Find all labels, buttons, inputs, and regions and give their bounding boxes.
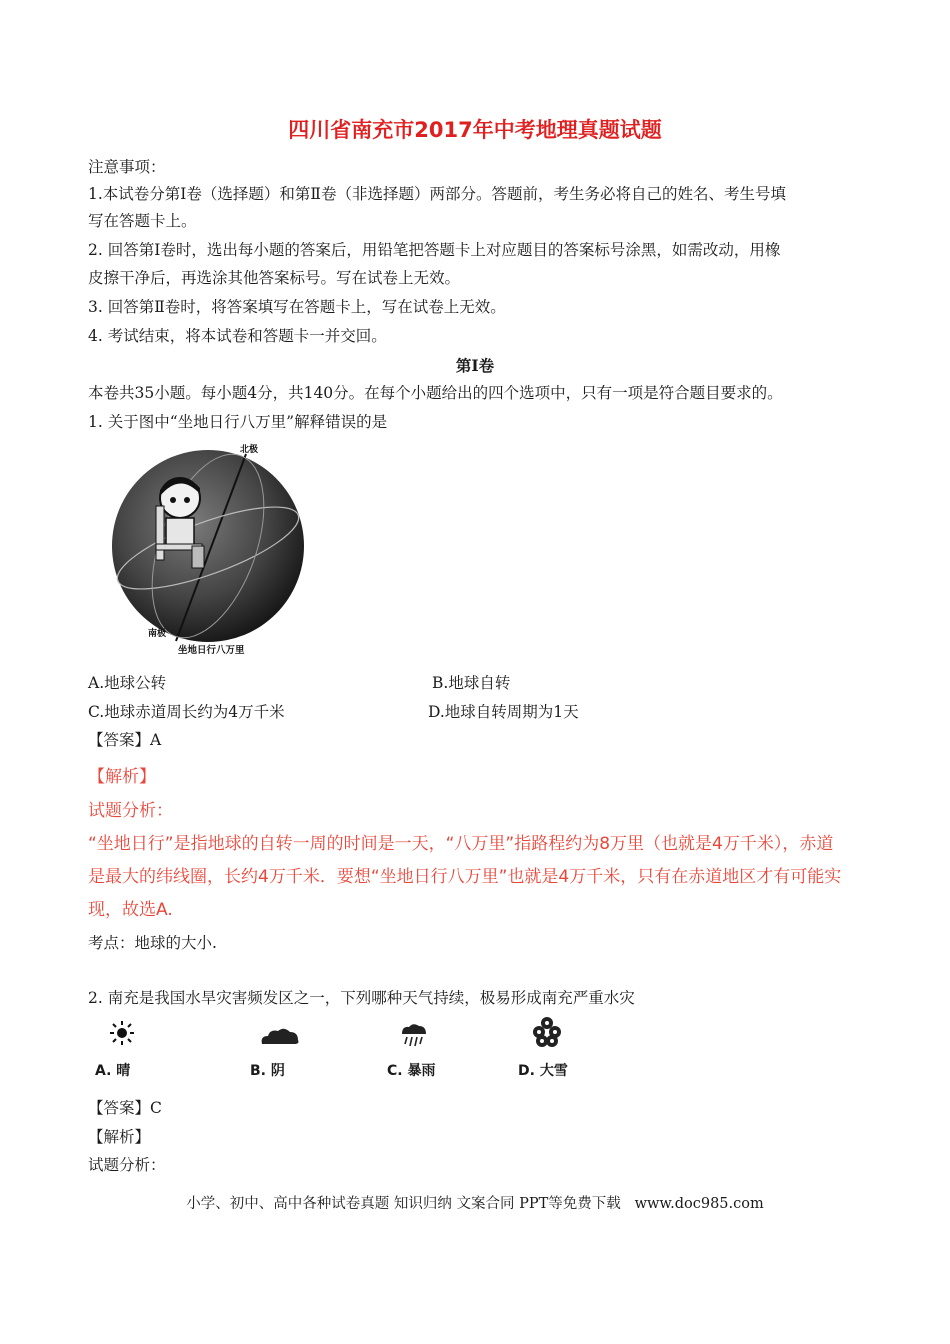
globe-figure [96, 436, 320, 666]
q1-analysis-sub: 试题分析： [88, 801, 173, 821]
q1-answer: 【答案】A [88, 731, 162, 749]
q2-option-d [518, 1016, 598, 1082]
page-footer: 小学、初中、高中各种试卷真题 知识归纳 文案合同 PPT等免费下载 www.doc985.com [186, 1196, 764, 1212]
note-line: 4. 考试结束，将本试卷和答题卡一并交回。 [88, 327, 387, 345]
note-line: 3. 回答第Ⅱ卷时，将答案填写在答题卡上，写在试卷上无效。 [88, 298, 506, 316]
north-pole-label: 北极 [240, 445, 259, 455]
q2-option-label: B. 阴 [250, 1063, 285, 1079]
sun-icon [107, 1020, 137, 1046]
q2-option-label: D. 大雪 [518, 1063, 568, 1079]
note-line: 1.本试卷分第Ⅰ卷（选择题）和第Ⅱ卷（非选择题）两部分。答题前，考生务必将自己的姓名、考生号填 [88, 185, 786, 203]
note-line: 皮擦干净后，再选涂其他答案标号。写在试卷上无效。 [88, 269, 461, 287]
q2-option-a [95, 1020, 155, 1082]
q2-option-c [387, 1020, 467, 1082]
figure-caption: 坐地日行八万里 [178, 645, 245, 656]
south-pole-label: 南极 [148, 629, 167, 639]
q1-option-c: C.地球赤道周长约为4万千米 [88, 703, 285, 721]
q2-option-b [250, 1020, 320, 1082]
page-title: 四川省南充市2017年中考地理真题试题 [288, 118, 662, 142]
notes-heading: 注意事项： [88, 158, 166, 176]
q2-option-label: C. 暴雨 [387, 1063, 436, 1079]
q1-analysis-line: “坐地日行”是指地球的自转一周的时间是一天，“八万里”指路程约为8万里（也就是4万千米），赤道 [88, 834, 834, 854]
snow-icon [530, 1016, 564, 1048]
q1-option-d: D.地球自转周期为1天 [428, 703, 579, 721]
q2-analysis-sub: 试题分析： [88, 1156, 166, 1174]
q2-stem: 2. 南充是我国水旱灾害频发区之一，下列哪种天气持续，极易形成南充严重水灾 [88, 989, 635, 1007]
cloud-icon [258, 1026, 302, 1048]
note-line: 写在答题卡上。 [88, 212, 197, 230]
q1-analysis-line: 是最大的纬线圈，长约4万千米．要想“坐地日行八万里”也就是4万千米，只有在赤道地区才有可能实 [88, 867, 842, 887]
q1-analysis-title: 【解析】 [88, 767, 156, 787]
note-line: 2. 回答第Ⅰ卷时，选出每小题的答案后，用铅笔把答题卡上对应题目的答案标号涂黑，如需改动，用橡 [88, 241, 781, 259]
q2-analysis-title: 【解析】 [88, 1128, 151, 1146]
q1-stem: 1. 关于图中“坐地日行八万里”解释错误的是 [88, 413, 388, 431]
q1-option-a: A.地球公转 [88, 674, 167, 692]
q1-analysis-line: 现，故选A. [88, 900, 173, 920]
rainstorm-icon [399, 1022, 429, 1052]
section-title: 第Ⅰ卷 [455, 356, 495, 375]
q1-point: 考点：地球的大小. [88, 934, 217, 952]
section-desc: 本卷共35小题。每小题4分，共140分。在每个小题给出的四个选项中，只有一项是符合题目要求的。 [88, 384, 783, 402]
q2-answer: 【答案】C [88, 1099, 162, 1117]
q1-option-b: B.地球自转 [432, 674, 511, 692]
globe-sphere [112, 450, 304, 642]
q2-option-label: A. 晴 [95, 1063, 131, 1079]
